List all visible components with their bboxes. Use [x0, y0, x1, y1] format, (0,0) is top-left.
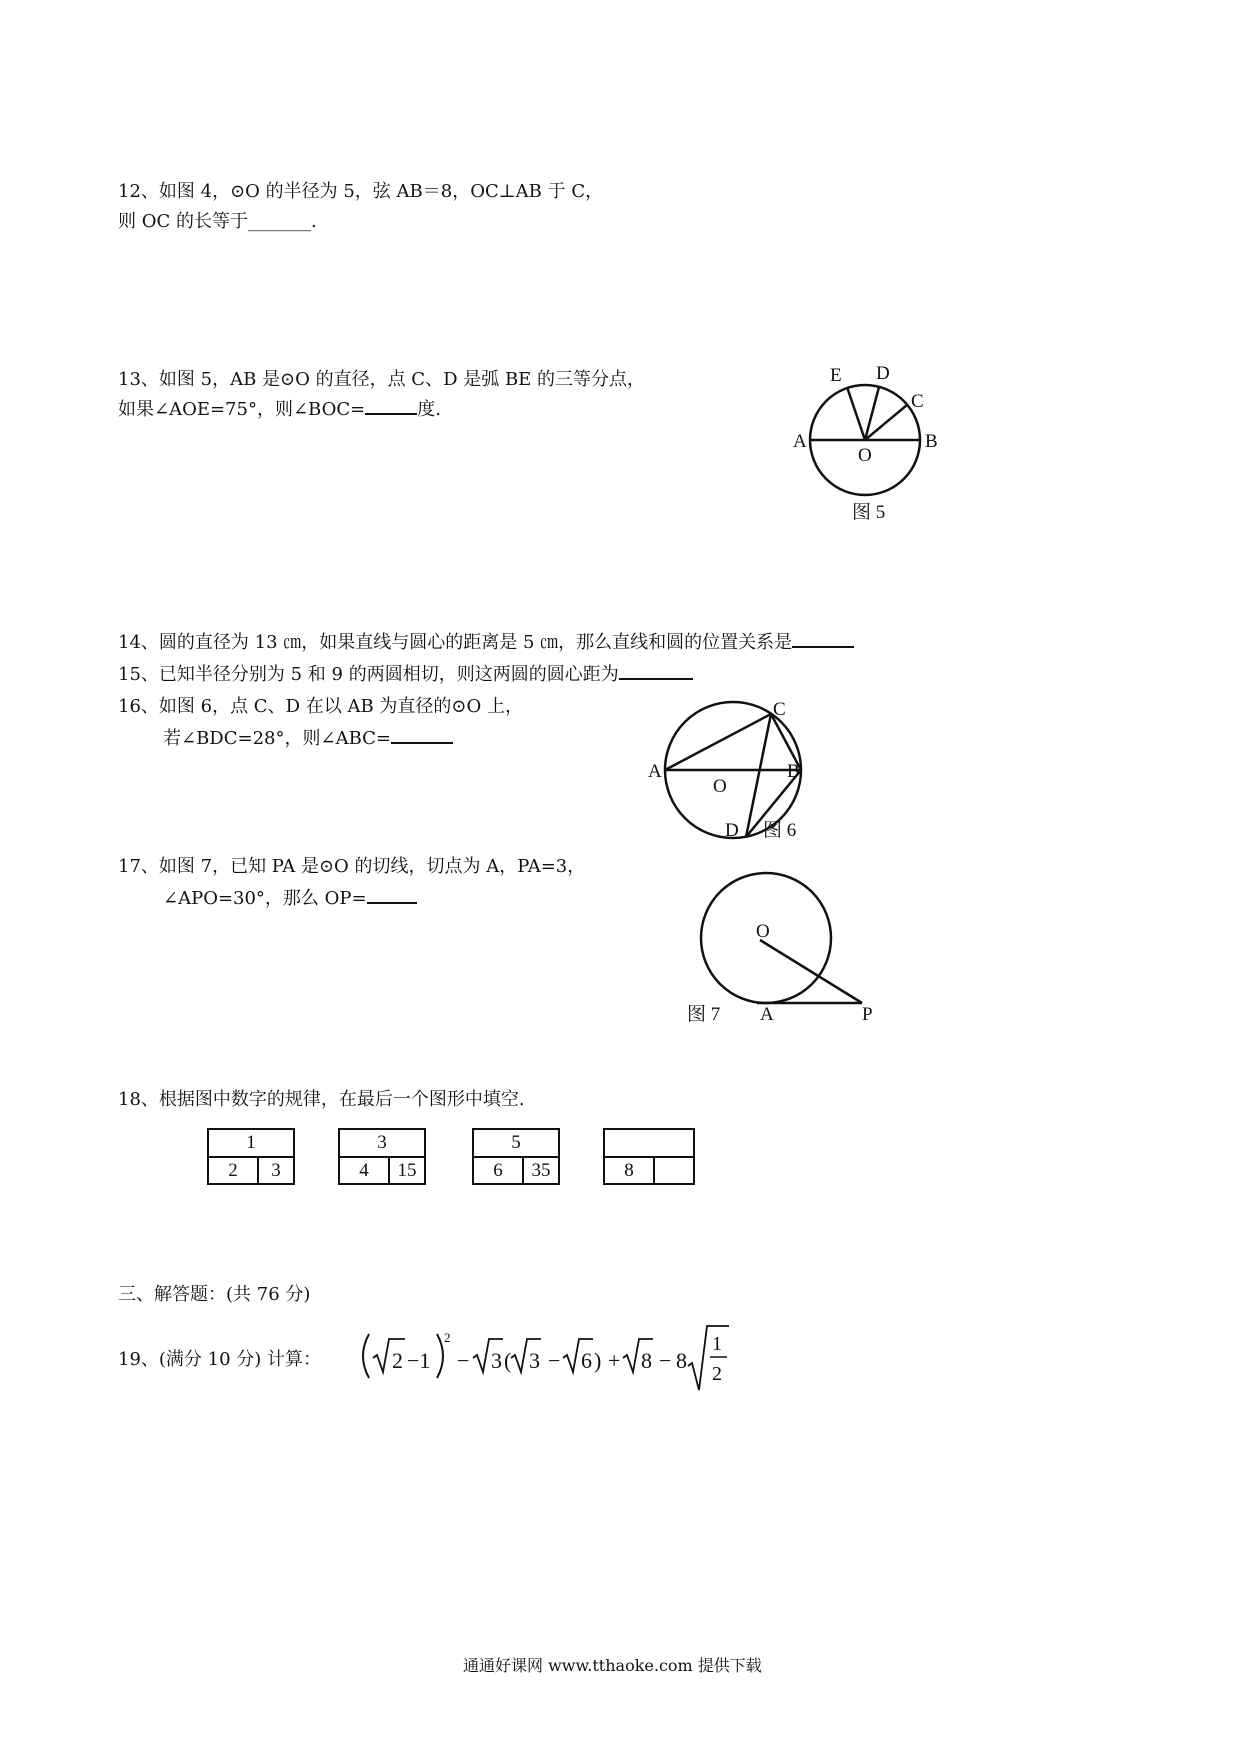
figure-7: [687, 875, 890, 1025]
fig7-caption: 图 7: [687, 1004, 721, 1025]
q13-line1: 13、如图 5，AB 是⊙O 的直径，点 C、D 是弧 BE 的三等分点，: [118, 369, 646, 390]
pattern-box-3: [472, 1128, 560, 1185]
fig5-label-D: D: [876, 363, 890, 384]
q19-label: 19、(满分 10 分) 计算：: [118, 1349, 322, 1370]
fig5-label-E: E: [830, 365, 842, 386]
figure-6: [648, 699, 835, 850]
pattern-box-4: [603, 1128, 695, 1185]
fig5-label-A: A: [793, 431, 807, 452]
pattern-box-1-right: 3: [271, 1160, 281, 1181]
q17-answer-blank[interactable]: [367, 884, 417, 904]
q19-denominator: 2: [712, 1363, 722, 1385]
q13-answer-blank[interactable]: [365, 395, 417, 415]
q12-line1: 12、如图 4，⊙O 的半径为 5，弦 AB＝8，OC⊥AB 于 C，: [118, 181, 604, 202]
pattern-box-1-left: 2: [209, 1158, 259, 1183]
fig6-label-A: A: [648, 761, 662, 782]
pattern-box-1-top: 1: [209, 1130, 293, 1158]
fig5-label-O: O: [858, 445, 872, 466]
fig7-label-O: O: [756, 921, 770, 942]
pattern-box-1: [207, 1128, 295, 1185]
q19-minus3: −: [548, 1348, 561, 1373]
q13-text-b: 度.: [417, 399, 441, 420]
q17-line1: 17、如图 7，已知 PA 是⊙O 的切线，切点为 A，PA=3，: [118, 856, 586, 877]
fig6-label-B: B: [787, 761, 800, 782]
fig6-label-D: D: [725, 820, 739, 841]
q16-line2: [163, 724, 453, 754]
q19-coef: 8: [676, 1348, 687, 1373]
q12-line2: 则 OC 的长等于_______.: [118, 211, 317, 232]
q14-line: [118, 628, 854, 658]
q19-numerator: 1: [712, 1333, 722, 1355]
q16-text: 若∠BDC=28°，则∠ABC=: [163, 728, 391, 749]
q19-r4: 6: [581, 1348, 592, 1373]
pattern-box-2-right: 15: [397, 1160, 417, 1181]
pattern-box-3-top: 5: [474, 1130, 558, 1158]
pattern-box-2-top: 3: [340, 1130, 424, 1158]
footer-text: 通通好课网 www.tthaoke.com 提供下载: [463, 1656, 762, 1675]
fig6-caption: 图 6: [763, 820, 797, 841]
fig5-label-C: C: [911, 391, 924, 412]
q16-answer-blank[interactable]: [391, 724, 453, 744]
q17-text: ∠APO=30°，那么 OP=: [163, 888, 367, 909]
q18-line: 18、根据图中数字的规律，在最后一个图形中填空.: [118, 1089, 525, 1110]
q19-r1: 2: [392, 1348, 403, 1373]
fig7-label-P: P: [862, 1004, 873, 1025]
q19-open-paren: (: [504, 1348, 512, 1373]
q16-line1: 16、如图 6，点 C、D 在以 AB 为直径的⊙O 上，: [118, 696, 523, 717]
q17-line2: [163, 884, 417, 914]
q19-minus2: −: [457, 1348, 470, 1373]
q19-r5: 8: [641, 1348, 652, 1373]
q15-line: [118, 660, 693, 690]
q19-minus1: −1: [407, 1348, 431, 1373]
q14-answer-blank[interactable]: [792, 628, 854, 648]
section-3-title: 三、解答题：(共 76 分): [118, 1284, 311, 1305]
pattern-box-2-left: 4: [340, 1158, 390, 1183]
q19-r3: 3: [529, 1348, 540, 1373]
fig5-caption: 图 5: [852, 502, 886, 523]
q14-text: 14、圆的直径为 13 ㎝，如果直线与圆心的距离是 5 ㎝，那么直线和圆的位置关系是: [118, 632, 793, 653]
fig6-label-O: O: [713, 776, 727, 797]
q19-plus: +: [608, 1348, 621, 1373]
q15-answer-blank[interactable]: [619, 660, 693, 680]
pattern-box-4-left: 8: [605, 1158, 655, 1183]
pattern-box-3-left: 6: [474, 1158, 524, 1183]
q19-minus4: −: [659, 1348, 672, 1373]
pattern-box-3-right: 35: [531, 1160, 551, 1181]
q13-text-a: 如果∠AOE=75°，则∠BOC=: [118, 399, 366, 420]
fig6-label-C: C: [773, 699, 786, 720]
q19-expression: [355, 1322, 735, 1394]
fig5-label-B: B: [925, 431, 938, 452]
pattern-box-4-right[interactable]: [655, 1158, 693, 1183]
q19-r2: 3: [491, 1348, 502, 1373]
fig7-label-A: A: [760, 1004, 774, 1025]
figure-5: [780, 360, 960, 525]
pattern-box-2: [338, 1128, 426, 1185]
q19-close-paren: ): [594, 1348, 602, 1373]
q19-square: 2: [444, 1330, 451, 1345]
q15-text: 15、已知半径分别为 5 和 9 的两圆相切，则这两圆的圆心距为: [118, 664, 619, 685]
pattern-box-4-top[interactable]: [605, 1130, 693, 1158]
q13-line2: [118, 395, 441, 425]
